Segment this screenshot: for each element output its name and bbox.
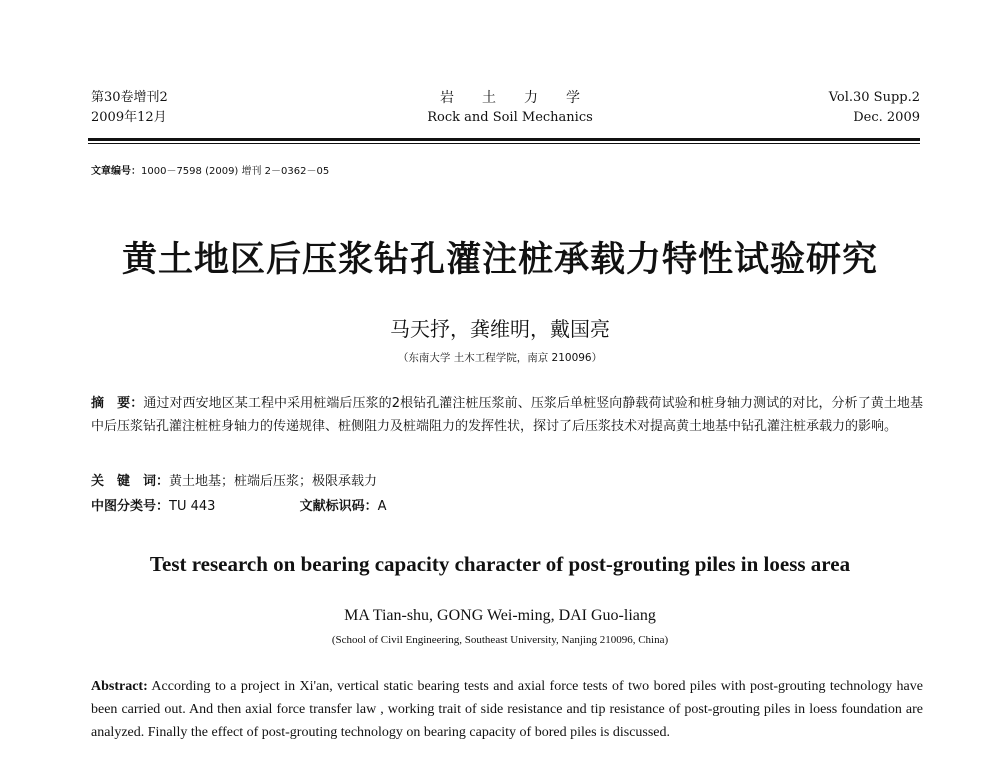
journal-name-en: Rock and Soil Mechanics	[427, 110, 593, 125]
doc-code-label: 文献标识码：	[299, 499, 378, 514]
issue-volume-cn: 第30卷增刊2	[91, 90, 168, 105]
abstract-en	[91, 675, 923, 744]
abstract-cn-label: 摘 要：	[91, 396, 144, 411]
clc-label: 中图分类号：	[91, 499, 170, 514]
authors-cn: 马天抒，龚维明，戴国亮	[390, 317, 610, 341]
paper-title-en: Test research on bearing capacity character of post-grouting piles in loess area	[149, 552, 851, 576]
journal-name-cn: 岩土力学	[440, 90, 608, 106]
header-rule-thin	[88, 143, 920, 144]
journal-issue-info-en	[829, 88, 920, 128]
keywords-cn	[91, 470, 377, 489]
keywords-cn-label: 关 键 词：	[91, 474, 170, 489]
abstract-en-label: Abstract:	[91, 679, 148, 694]
issue-volume-en: Vol.30 Supp.2	[828, 90, 920, 105]
keywords-cn-text: 黄土地基；桩端后压浆；极限承载力	[169, 474, 378, 489]
paper-title-cn: 黄土地区后压浆钻孔灌注桩承载力特性试验研究	[121, 240, 878, 280]
doc-number	[91, 162, 329, 177]
classification-cn	[91, 495, 386, 514]
journal-name	[380, 88, 640, 128]
issue-date-en: Dec. 2009	[853, 110, 920, 125]
doc-number-label: 文章编号：	[91, 166, 141, 177]
affiliation-en: (School of Civil Engineering, Southeast University, Nanjing 210096, China)	[331, 634, 669, 646]
abstract-cn-text: 通过对西安地区某工程中采用桩端后压浆的2根钻孔灌注桩压浆前、压浆后单桩竖向静载荷试验和桩身轴力测试的对比，分析了黄土地基中后压浆钻孔灌注桩桩身轴力的传递规律、桩侧阻力及桩端阻力的发挥性状，探讨了后压浆技术对提高黄土地基中钻孔灌注桩承载力的影响。	[91, 396, 923, 434]
issue-date-cn: 2009年12月	[91, 110, 167, 125]
header-rule-thick	[88, 138, 920, 141]
abstract-cn	[91, 392, 923, 438]
journal-issue-info	[91, 88, 168, 128]
clc-value: TU 443	[169, 499, 216, 514]
authors-en: MA Tian-shu, GONG Wei-ming, DAI Guo-liang	[344, 607, 656, 624]
abstract-en-text: According to a project in Xi'an, vertical static bearing tests and axial force tests of two bored piles with post-grouting technology have been carried out. And then axial force transfer law , working trait of side resistance and tip resistance of post-grouting piles in loess foundation are analyzed. Finally the effect of post-grouting technology on bearing capacity of bored piles is discussed.	[91, 679, 923, 740]
doc-number-value: 1000－7598 (2009) 增刊 2－0362－05	[141, 166, 330, 177]
affiliation-cn: （东南大学 土木工程学院，南京 210096）	[397, 352, 603, 364]
doc-code-value: A	[377, 499, 387, 514]
